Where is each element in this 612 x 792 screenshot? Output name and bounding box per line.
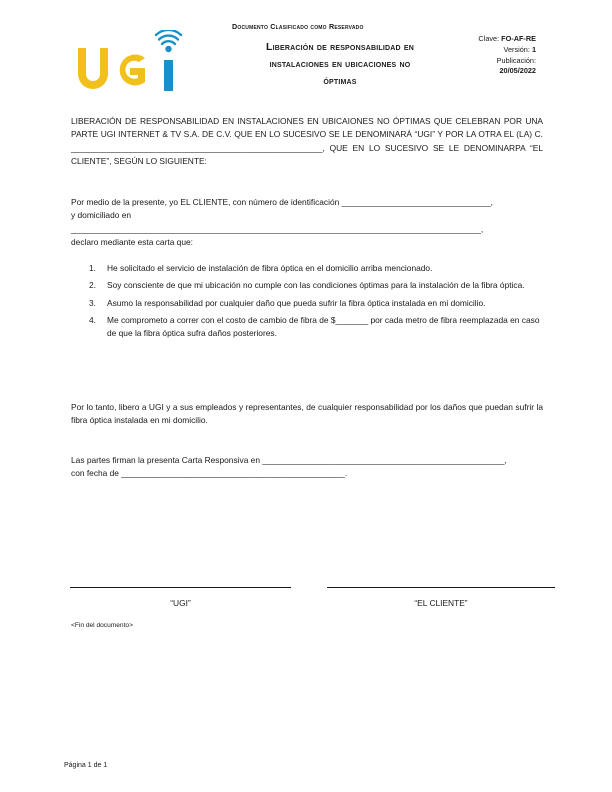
publicacion-label: Publicación: [496,55,536,65]
signing-paragraph [71,454,543,481]
list-item-number: 4. [89,314,96,325]
document-metadata [460,34,536,77]
signing-line: Las partes firman la presenta Carta Responsiva en ____________________________________________________, [71,455,507,465]
wifi-arc-icon [156,30,181,35]
list-item-number: 3. [89,297,96,308]
list-item-number: 2. [89,280,96,291]
list-item-text: He solicitado el servicio de instalación de fibra óptica en el domicilio arriba mencionado. [107,263,433,273]
signature-label-client: “EL CLIENTE” [414,598,468,608]
version-label: Versión: [503,44,530,54]
logo-i-dot [165,46,171,52]
list-item-text: Soy consciente de que mi ubicación no cumple con las condiciones óptimas para la instalación de la fibra óptica. [107,280,525,291]
list-item-number: 1. [89,263,96,273]
signature-line-client [327,587,555,588]
clave-value: FO-AF-RE [501,34,536,43]
list-item [89,314,543,341]
publicacion-value: 20/05/2022 [499,66,536,76]
declaration-line: declaro mediante esta carta que: [71,236,193,247]
declaration-line: Por medio de la presente, yo EL CLIENTE, con número de identificación ________________________________, [71,197,494,207]
statement-list [89,262,543,344]
end-of-document-note: <Fin del documento> [71,622,133,629]
title-line: instalaciones en ubicaciones no [269,58,411,70]
intro-paragraph: LIBERACIÓN DE RESPONSABILIDAD EN INSTALACIONES EN UBICAIONES NO ÓPTIMAS QUE CELEBRAN POR UNA PARTE UGI INTERNET & TV S.A. DE C.V. QUE EN LO SUCESIVO SE LE DENOMINARÁ “UGI” Y POR LA OTRA EL (LA) C. ______________________________________________________, QUE EN LO SUCESIVO SE LE DENOMINARPA “EL CLIENTE”, SEGÚN LO SIGUIENTE: [71,116,543,166]
document-title [236,39,444,90]
declaration-line: y domiciliado en ________________________________________________________________________________________, [71,210,484,234]
release-paragraph: Por lo tanto, libero a UGI y a sus empleados y representantes, de cualquier responsabilidad por los daños que puedan sufrir la fibra óptica instalada en mi domicilio. [71,402,543,426]
title-line: Liberación de responsabilidad en [266,41,414,53]
wifi-arc-icon [159,36,178,40]
logo-letter-u [78,48,108,89]
logo-letter-i [164,60,173,91]
list-item-text: Me comprometo a correr con el costo de cambio de fibra de $_______ por cada metro de fibra reemplazada en caso de que la fibra óptica sufra daños posteriores. [107,314,540,339]
list-item-text: Asumo la responsabilidad por cualquier daño que pueda sufrir la fibra óptica instalada en mi domicilio. [107,297,486,308]
list-item [89,279,543,292]
title-line: óptimas [323,75,357,87]
version-value: 1 [531,44,536,54]
list-item [89,297,543,310]
logo-letter-g [120,55,145,86]
page-number: Página 1 de 1 [64,762,108,769]
ugi-logo [76,30,186,96]
declaration-paragraph [71,196,543,249]
signature-label-ugi: “UGI” [170,598,191,608]
list-item [89,262,543,275]
clave-label: Clave: [478,34,500,43]
signature-line-ugi [70,587,291,588]
classification-label: Documento Clasificado como Reservado [232,22,364,31]
signing-line: con fecha de ________________________________________________. [71,468,348,479]
wifi-arc-icon [162,41,175,44]
